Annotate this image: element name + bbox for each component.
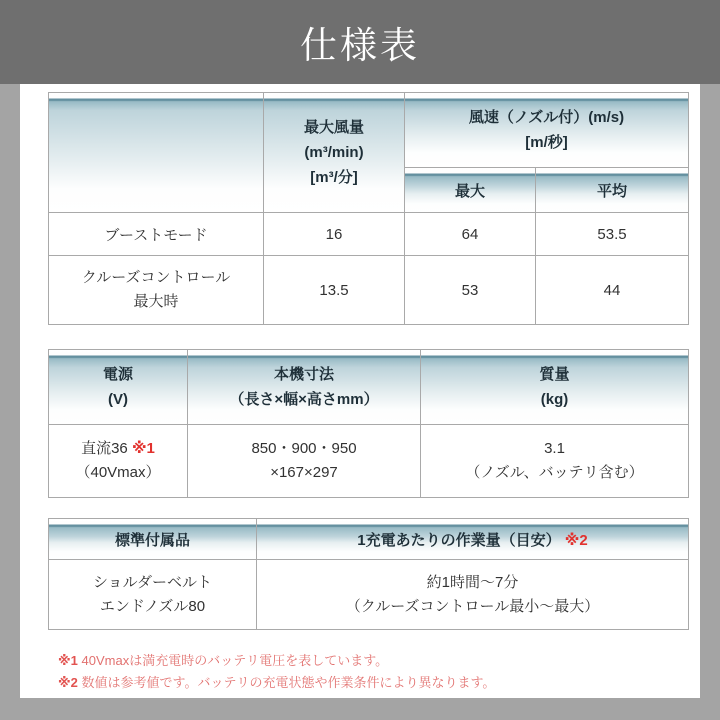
header-line: 本機寸法 xyxy=(273,366,334,383)
weight-column-header xyxy=(421,350,689,425)
footnote-mark-2: ※2 xyxy=(564,531,588,549)
airflow-value: 16 xyxy=(264,213,405,256)
windspeed-avg-subheader: 平均 xyxy=(536,168,689,213)
value-line: （ノズル、バッテリ含む） xyxy=(465,464,644,481)
power-value xyxy=(49,425,188,498)
header-line: 最大風量 xyxy=(303,119,364,136)
footnote-2-text: 数値は参考値です。バッテリの充電状態や作業条件により異なります。 xyxy=(81,675,496,690)
value-line: ×167×297 xyxy=(270,464,338,481)
accessories-column-header: 標準付属品 xyxy=(49,519,257,560)
power-dimensions-table xyxy=(48,349,689,498)
label-line: クルーズコントロール xyxy=(81,269,231,286)
value-line: ショルダーベルト xyxy=(92,573,213,591)
footnote-2 xyxy=(58,675,700,691)
footnote-1-mark: ※1 xyxy=(58,653,78,668)
footnote-1-text: 40Vmaxは満充電時のバッテリ電圧を表しています。 xyxy=(81,653,389,668)
value-line: 3.1 xyxy=(544,440,565,457)
dimensions-value xyxy=(188,425,421,498)
header-line: （長さ×幅×高さmm） xyxy=(229,391,379,408)
mode-row-label: ブーストモード xyxy=(49,213,264,256)
footnote-2-mark: ※2 xyxy=(58,675,78,690)
max-airflow-column-header xyxy=(264,93,405,213)
power-column-header xyxy=(49,350,188,425)
value-line: 850・900・950 xyxy=(251,440,357,457)
footnote-mark-1: ※1 xyxy=(131,440,155,457)
value-line xyxy=(49,437,187,461)
windspeed-max-subheader: 最大 xyxy=(405,168,536,213)
work-per-charge-column-header xyxy=(257,519,689,560)
weight-value xyxy=(421,425,689,498)
power-voltage: 直流36 xyxy=(81,440,128,457)
table-row xyxy=(49,256,689,325)
header-line: [m³/分] xyxy=(310,169,358,186)
corner-header-cell xyxy=(49,93,264,213)
speed-max-value: 64 xyxy=(405,213,536,256)
mode-row-label xyxy=(49,256,264,325)
label-line: 最大時 xyxy=(133,293,179,310)
performance-table xyxy=(48,92,689,325)
value-line: （クルーズコントロール最小～最大） xyxy=(345,597,600,615)
windspeed-group-header xyxy=(405,93,689,168)
value-line: （40Vmax） xyxy=(75,464,161,481)
header-line: 質量 xyxy=(539,366,570,383)
footnotes xyxy=(58,653,700,691)
header-line: (kg) xyxy=(540,391,569,408)
speed-avg-value: 44 xyxy=(536,256,689,325)
accessories-value xyxy=(49,560,257,630)
table-row xyxy=(49,425,689,498)
title-band xyxy=(0,0,720,84)
header-line: (V) xyxy=(108,391,128,408)
content-panel xyxy=(20,84,700,698)
page-title: 仕様表 xyxy=(300,25,420,66)
work-per-charge-value xyxy=(257,560,689,630)
dimensions-column-header xyxy=(188,350,421,425)
value-line: 約1時間～7分 xyxy=(426,573,519,591)
table-row xyxy=(49,213,689,256)
header-line: [m/秒] xyxy=(525,134,568,151)
table-row xyxy=(49,560,689,630)
value-line: エンドノズル80 xyxy=(99,597,206,615)
speed-avg-value: 53.5 xyxy=(536,213,689,256)
header-line: 風速（ノズル付）(m/s) xyxy=(468,109,625,126)
footnote-1 xyxy=(58,653,700,669)
accessories-table xyxy=(48,518,689,630)
header-line: 電源 xyxy=(102,366,133,383)
speed-max-value: 53 xyxy=(405,256,536,325)
header-line: (m³/min) xyxy=(304,144,364,161)
airflow-value: 13.5 xyxy=(264,256,405,325)
header-text: 1充電あたりの作業量（目安） xyxy=(357,531,561,549)
